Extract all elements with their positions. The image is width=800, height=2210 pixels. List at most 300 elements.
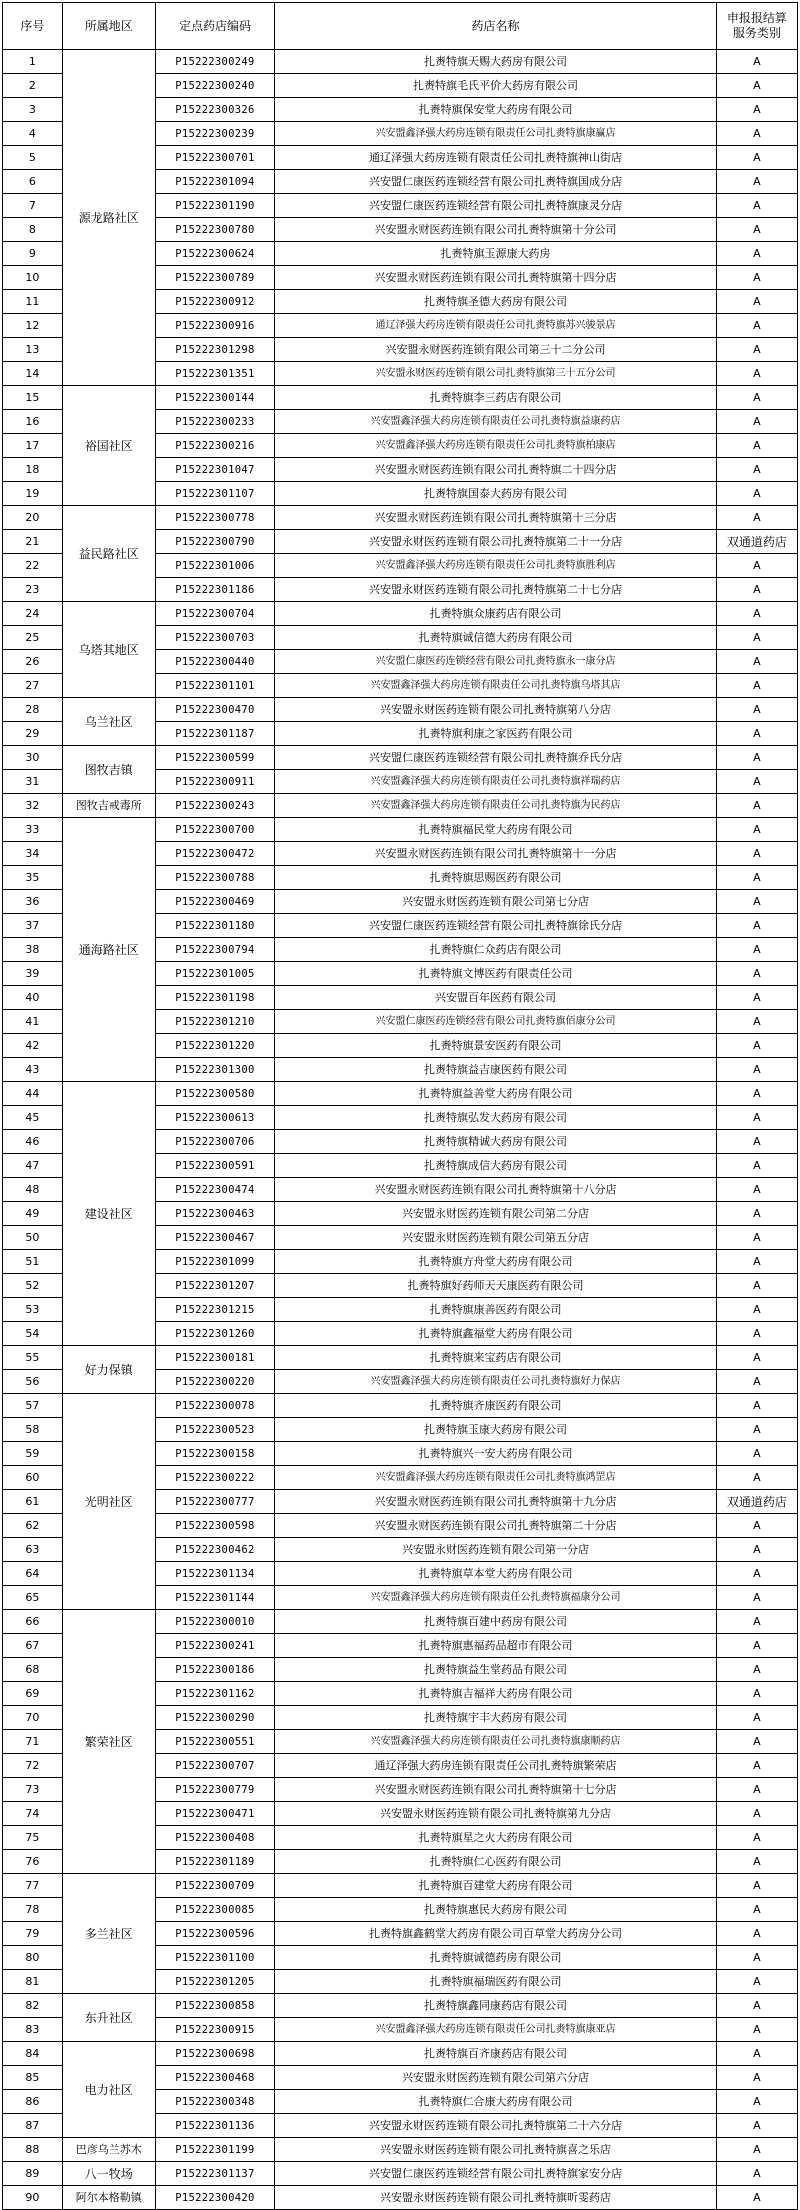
- row-seq: 3: [3, 98, 63, 122]
- row-seq: 72: [3, 1754, 63, 1778]
- row-seq: 13: [3, 338, 63, 362]
- row-seq: 40: [3, 986, 63, 1010]
- row-seq: 85: [3, 2066, 63, 2090]
- row-seq: 20: [3, 506, 63, 530]
- row-code: P15222300523: [155, 1418, 274, 1442]
- row-code: P15222300598: [155, 1514, 274, 1538]
- row-code: P15222300222: [155, 1466, 274, 1490]
- header-seq: 序号: [3, 3, 63, 50]
- row-code: P15222300462: [155, 1538, 274, 1562]
- row-category: A: [716, 650, 797, 674]
- row-seq: 79: [3, 1922, 63, 1946]
- row-code: P15222300912: [155, 290, 274, 314]
- row-code: P15222301187: [155, 722, 274, 746]
- row-seq: 60: [3, 1466, 63, 1490]
- row-category: A: [716, 722, 797, 746]
- row-pharmacy-name: 扎赉特旗惠福药品超市有限公司: [275, 1634, 717, 1658]
- row-seq: 37: [3, 914, 63, 938]
- row-seq: 10: [3, 266, 63, 290]
- row-code: P15222300348: [155, 2090, 274, 2114]
- row-seq: 59: [3, 1442, 63, 1466]
- row-seq: 4: [3, 122, 63, 146]
- row-pharmacy-name: 扎赉特旗方舟堂大药房有限公司: [275, 1250, 717, 1274]
- row-category: A: [716, 1106, 797, 1130]
- table-body: [3, 50, 798, 2210]
- row-category: A: [716, 626, 797, 650]
- district-cell: 图牧吉镇: [62, 746, 155, 794]
- row-seq: 68: [3, 1658, 63, 1682]
- row-code: P15222301136: [155, 2114, 274, 2138]
- table-header-row: [3, 3, 798, 50]
- row-category: A: [716, 1442, 797, 1466]
- row-code: P15222300911: [155, 770, 274, 794]
- row-pharmacy-name: 兴安盟百年医药有限公司: [275, 986, 717, 1010]
- row-code: P15222300469: [155, 890, 274, 914]
- row-code: P15222301189: [155, 1850, 274, 1874]
- row-category: A: [716, 266, 797, 290]
- row-code: P15222300915: [155, 2018, 274, 2042]
- row-category: A: [716, 1634, 797, 1658]
- district-cell: 乌兰社区: [62, 698, 155, 746]
- row-pharmacy-name: 兴安盟永财医药连锁有限公司扎赉特旗第二十分店: [275, 1514, 717, 1538]
- row-category: A: [716, 1970, 797, 1994]
- row-category: A: [716, 1754, 797, 1778]
- row-seq: 50: [3, 1226, 63, 1250]
- row-pharmacy-name: 兴安盟鑫泽强大药房连锁有限责任公司扎赉特旗康亚店: [275, 2018, 717, 2042]
- row-code: P15222300703: [155, 626, 274, 650]
- row-code: P15222300216: [155, 434, 274, 458]
- row-seq: 67: [3, 1634, 63, 1658]
- row-category: A: [716, 554, 797, 578]
- row-category: A: [716, 218, 797, 242]
- row-code: P15222300241: [155, 1634, 274, 1658]
- row-code: P15222301210: [155, 1010, 274, 1034]
- row-pharmacy-name: 扎赉特旗成信大药房有限公司: [275, 1154, 717, 1178]
- row-category: A: [716, 1898, 797, 1922]
- row-category: A: [716, 1874, 797, 1898]
- row-code: P15222300290: [155, 1706, 274, 1730]
- row-pharmacy-name: 扎赉特旗草本堂大药房有限公司: [275, 1562, 717, 1586]
- row-seq: 30: [3, 746, 63, 770]
- table-row: [3, 794, 798, 818]
- row-category: A: [716, 1658, 797, 1682]
- row-pharmacy-name: 扎赉特旗诚德药房有限公司: [275, 1946, 717, 1970]
- row-pharmacy-name: 兴安盟鑫泽强大药房连锁有限责任公扎赉特旗福康分公司: [275, 1586, 717, 1610]
- row-code: P15222300463: [155, 1202, 274, 1226]
- table-row: [3, 746, 798, 770]
- row-category: A: [716, 1730, 797, 1754]
- row-code: P15222300220: [155, 1370, 274, 1394]
- row-seq: 43: [3, 1058, 63, 1082]
- row-pharmacy-name: 扎赉特旗仁心医药有限公司: [275, 1850, 717, 1874]
- row-code: P15222301180: [155, 914, 274, 938]
- row-code: P15222300704: [155, 602, 274, 626]
- row-pharmacy-name: 扎赉特旗玉康大药房有限公司: [275, 1418, 717, 1442]
- row-code: P15222300778: [155, 506, 274, 530]
- row-code: P15222301207: [155, 1274, 274, 1298]
- row-category: A: [716, 842, 797, 866]
- row-pharmacy-name: 兴安盟永财医药连锁有限公司扎赉特旗第二十七分店: [275, 578, 717, 602]
- row-category: A: [716, 674, 797, 698]
- row-category: A: [716, 962, 797, 986]
- row-seq: 52: [3, 1274, 63, 1298]
- row-pharmacy-name: 扎赉特旗仁众药店有限公司: [275, 938, 717, 962]
- district-cell: 光明社区: [62, 1394, 155, 1610]
- table-row: [3, 1346, 798, 1370]
- row-seq: 86: [3, 2090, 63, 2114]
- row-category: A: [716, 2018, 797, 2042]
- row-category: A: [716, 746, 797, 770]
- table-row: [3, 2042, 798, 2066]
- row-code: P15222301220: [155, 1034, 274, 1058]
- row-code: P15222301099: [155, 1250, 274, 1274]
- row-pharmacy-name: 兴安盟永财医药连锁有限公司第三十二分公司: [275, 338, 717, 362]
- district-cell: 裕国社区: [62, 386, 155, 506]
- row-code: P15222301162: [155, 1682, 274, 1706]
- row-category: A: [716, 50, 797, 74]
- row-category: A: [716, 1274, 797, 1298]
- table-row: [3, 1394, 798, 1418]
- row-pharmacy-name: 扎赉特旗鑫鹤堂大药房有限公司百草堂大药房分公司: [275, 1922, 717, 1946]
- row-category: A: [716, 410, 797, 434]
- row-pharmacy-name: 兴安盟鑫泽强大药房连锁有限责任公司扎赉特旗乌塔其店: [275, 674, 717, 698]
- row-code: P15222300186: [155, 1658, 274, 1682]
- row-category: A: [716, 194, 797, 218]
- row-category: A: [716, 1466, 797, 1490]
- row-category: A: [716, 578, 797, 602]
- row-category: A: [716, 1250, 797, 1274]
- row-category: A: [716, 170, 797, 194]
- row-category: A: [716, 1058, 797, 1082]
- row-pharmacy-name: 兴安盟永财医药连锁有限公司扎赉特旗第二十一分店: [275, 530, 717, 554]
- row-seq: 11: [3, 290, 63, 314]
- row-code: P15222300779: [155, 1778, 274, 1802]
- row-code: P15222300707: [155, 1754, 274, 1778]
- row-pharmacy-name: 扎赉特旗弘发大药房有限公司: [275, 1106, 717, 1130]
- row-pharmacy-name: 扎赉特旗星之火大药房有限公司: [275, 1826, 717, 1850]
- row-category: A: [716, 1226, 797, 1250]
- row-seq: 83: [3, 2018, 63, 2042]
- row-seq: 65: [3, 1586, 63, 1610]
- row-seq: 41: [3, 1010, 63, 1034]
- row-seq: 12: [3, 314, 63, 338]
- row-category: A: [716, 2186, 797, 2210]
- row-seq: 33: [3, 818, 63, 842]
- row-code: P15222300613: [155, 1106, 274, 1130]
- row-code: P15222300181: [155, 1346, 274, 1370]
- row-category: A: [716, 338, 797, 362]
- row-pharmacy-name: 扎赉特旗康善医药有限公司: [275, 1298, 717, 1322]
- row-category: A: [716, 602, 797, 626]
- row-seq: 63: [3, 1538, 63, 1562]
- row-category: A: [716, 770, 797, 794]
- row-code: P15222300591: [155, 1154, 274, 1178]
- row-seq: 16: [3, 410, 63, 434]
- row-category: A: [716, 1394, 797, 1418]
- row-pharmacy-name: 扎赉特旗诚信德大药房有限公司: [275, 626, 717, 650]
- row-pharmacy-name: 扎赉特旗福瑞医药有限公司: [275, 1970, 717, 1994]
- row-code: P15222300780: [155, 218, 274, 242]
- row-code: P15222300440: [155, 650, 274, 674]
- table-row: [3, 602, 798, 626]
- row-seq: 47: [3, 1154, 63, 1178]
- row-category: A: [716, 1298, 797, 1322]
- table-row: [3, 386, 798, 410]
- row-seq: 53: [3, 1298, 63, 1322]
- row-category: 双通道药店: [716, 530, 797, 554]
- row-pharmacy-name: 兴安盟仁康医药连锁经营有限公司扎赉特旗家安分店: [275, 2162, 717, 2186]
- row-code: P15222300239: [155, 122, 274, 146]
- row-seq: 80: [3, 1946, 63, 1970]
- row-seq: 23: [3, 578, 63, 602]
- row-seq: 69: [3, 1682, 63, 1706]
- row-seq: 76: [3, 1850, 63, 1874]
- row-category: A: [716, 98, 797, 122]
- row-pharmacy-name: 扎赉特旗李三药店有限公司: [275, 386, 717, 410]
- row-code: P15222300551: [155, 1730, 274, 1754]
- row-category: A: [716, 938, 797, 962]
- row-category: A: [716, 2066, 797, 2090]
- row-pharmacy-name: 兴安盟仁康医药连锁经营有限公司扎赉特旗国成分店: [275, 170, 717, 194]
- row-seq: 57: [3, 1394, 63, 1418]
- row-seq: 18: [3, 458, 63, 482]
- row-seq: 6: [3, 170, 63, 194]
- row-pharmacy-name: 兴安盟永财医药连锁有限公司扎赉特旗第十八分店: [275, 1178, 717, 1202]
- row-pharmacy-name: 兴安盟鑫泽强大药房连锁有限责任公司扎赉特旗康顺药店: [275, 1730, 717, 1754]
- district-cell: 东升社区: [62, 1994, 155, 2042]
- row-seq: 45: [3, 1106, 63, 1130]
- row-pharmacy-name: 兴安盟永财医药连锁有限公司扎赉特旗第十四分店: [275, 266, 717, 290]
- row-pharmacy-name: 扎赉特旗鑫同康药店有限公司: [275, 1994, 717, 2018]
- row-pharmacy-name: 扎赉特旗文博医药有限责任公司: [275, 962, 717, 986]
- row-seq: 55: [3, 1346, 63, 1370]
- row-pharmacy-name: 兴安盟永财医药连锁有限公司扎赉特旗二十四分店: [275, 458, 717, 482]
- header-category-line1: 申报报结算: [726, 11, 787, 25]
- district-cell: 八一牧场: [62, 2162, 155, 2186]
- row-code: P15222300794: [155, 938, 274, 962]
- row-category: A: [716, 794, 797, 818]
- table-row: [3, 2138, 798, 2162]
- row-seq: 28: [3, 698, 63, 722]
- row-category: 双通道药店: [716, 1490, 797, 1514]
- row-category: A: [716, 434, 797, 458]
- row-pharmacy-name: 兴安盟永财医药连锁有限公司第一分店: [275, 1538, 717, 1562]
- row-pharmacy-name: 扎赉特旗益善堂大药房有限公司: [275, 1082, 717, 1106]
- row-code: P15222301351: [155, 362, 274, 386]
- row-pharmacy-name: 兴安盟仁康医药连锁经营有限公司扎赉特旗康灵分店: [275, 194, 717, 218]
- row-pharmacy-name: 兴安盟鑫泽强大药房连锁有限责任公司扎赉特旗康赢店: [275, 122, 717, 146]
- row-seq: 64: [3, 1562, 63, 1586]
- row-category: A: [716, 1538, 797, 1562]
- row-pharmacy-name: 兴安盟鑫泽强大药房连锁有限责任公司扎赉特旗鸿罡店: [275, 1466, 717, 1490]
- row-seq: 84: [3, 2042, 63, 2066]
- pharmacy-table: [2, 2, 798, 2210]
- district-cell: 巴彦乌兰苏木: [62, 2138, 155, 2162]
- row-code: P15222300144: [155, 386, 274, 410]
- row-pharmacy-name: 兴安盟鑫泽强大药房连锁有限责任公司扎赉特旗胜利店: [275, 554, 717, 578]
- row-code: P15222300470: [155, 698, 274, 722]
- district-cell: 阿尔本格勒镇: [62, 2186, 155, 2210]
- row-pharmacy-name: 扎赉特旗利康之家医药有限公司: [275, 722, 717, 746]
- row-category: A: [716, 1586, 797, 1610]
- row-seq: 9: [3, 242, 63, 266]
- row-seq: 70: [3, 1706, 63, 1730]
- row-code: P15222300700: [155, 818, 274, 842]
- row-code: P15222300701: [155, 146, 274, 170]
- row-category: A: [716, 1706, 797, 1730]
- row-category: A: [716, 1922, 797, 1946]
- row-category: A: [716, 1610, 797, 1634]
- row-code: P15222300599: [155, 746, 274, 770]
- row-category: A: [716, 1802, 797, 1826]
- row-pharmacy-name: 扎赉特旗好药师天天康医药有限公司: [275, 1274, 717, 1298]
- district-cell: 电力社区: [62, 2042, 155, 2138]
- row-seq: 75: [3, 1826, 63, 1850]
- header-category-line2: 服务类别: [732, 26, 781, 40]
- table-row: [3, 1610, 798, 1634]
- row-code: P15222301100: [155, 1946, 274, 1970]
- row-pharmacy-name: 兴安盟永财医药连锁有限公司扎赉特旗第十一分店: [275, 842, 717, 866]
- row-code: P15222300777: [155, 1490, 274, 1514]
- row-pharmacy-name: 兴安盟永财医药连锁有限公司扎赉特旗第十三分店: [275, 506, 717, 530]
- row-code: P15222301205: [155, 1970, 274, 1994]
- row-seq: 22: [3, 554, 63, 578]
- row-code: P15222300408: [155, 1826, 274, 1850]
- row-seq: 77: [3, 1874, 63, 1898]
- row-category: A: [716, 1130, 797, 1154]
- row-pharmacy-name: 兴安盟永财医药连锁有限公司第二分店: [275, 1202, 717, 1226]
- row-pharmacy-name: 兴安盟永财医药连锁有限公司扎赉特旗第十九分店: [275, 1490, 717, 1514]
- row-code: P15222300240: [155, 74, 274, 98]
- row-category: A: [716, 2090, 797, 2114]
- row-category: A: [716, 1682, 797, 1706]
- row-code: P15222301094: [155, 170, 274, 194]
- row-code: P15222300085: [155, 1898, 274, 1922]
- row-pharmacy-name: 通辽泽强大药房连锁有限责任公司扎赉特旗繁荣店: [275, 1754, 717, 1778]
- row-seq: 49: [3, 1202, 63, 1226]
- row-code: P15222300788: [155, 866, 274, 890]
- row-pharmacy-name: 扎赉特旗景安医药有限公司: [275, 1034, 717, 1058]
- row-code: P15222301137: [155, 2162, 274, 2186]
- row-category: A: [716, 74, 797, 98]
- row-seq: 38: [3, 938, 63, 962]
- row-pharmacy-name: 扎赉特旗玉源康大药房: [275, 242, 717, 266]
- row-category: A: [716, 1010, 797, 1034]
- row-category: A: [716, 818, 797, 842]
- row-pharmacy-name: 兴安盟永财医药连锁有限公司扎赉特旗第三十五分公司: [275, 362, 717, 386]
- row-code: P15222301005: [155, 962, 274, 986]
- row-code: P15222301199: [155, 2138, 274, 2162]
- row-category: A: [716, 1322, 797, 1346]
- row-seq: 19: [3, 482, 63, 506]
- row-pharmacy-name: 兴安盟仁康医药连锁经营有限公司扎赉特旗佰康分公司: [275, 1010, 717, 1034]
- row-pharmacy-name: 扎赉特旗百建中药房有限公司: [275, 1610, 717, 1634]
- row-seq: 56: [3, 1370, 63, 1394]
- row-pharmacy-name: 扎赉特旗鑫福堂大药房有限公司: [275, 1322, 717, 1346]
- row-code: P15222300858: [155, 1994, 274, 2018]
- row-code: P15222300790: [155, 530, 274, 554]
- row-category: A: [716, 1826, 797, 1850]
- district-cell: 好力保镇: [62, 1346, 155, 1394]
- district-cell: 建设社区: [62, 1082, 155, 1346]
- row-category: A: [716, 314, 797, 338]
- row-seq: 17: [3, 434, 63, 458]
- row-pharmacy-name: 兴安盟鑫泽强大药房连锁有限责任公司扎赉特旗为民药店: [275, 794, 717, 818]
- row-code: P15222300158: [155, 1442, 274, 1466]
- row-seq: 78: [3, 1898, 63, 1922]
- row-category: A: [716, 2138, 797, 2162]
- row-seq: 21: [3, 530, 63, 554]
- row-pharmacy-name: 扎赉特旗惠民大药房有限公司: [275, 1898, 717, 1922]
- district-cell: 乌塔其地区: [62, 602, 155, 698]
- row-pharmacy-name: 通辽泽强大药房连锁有限责任公司扎赉特旗神山街店: [275, 146, 717, 170]
- row-pharmacy-name: 兴安盟永财医药连锁有限公司第六分店: [275, 2066, 717, 2090]
- district-cell: 图牧吉戒毒所: [62, 794, 155, 818]
- row-seq: 87: [3, 2114, 63, 2138]
- row-seq: 26: [3, 650, 63, 674]
- row-code: P15222301047: [155, 458, 274, 482]
- row-pharmacy-name: 扎赉特旗国泰大药房有限公司: [275, 482, 717, 506]
- row-pharmacy-name: 扎赉特旗保安堂大药房有限公司: [275, 98, 717, 122]
- row-pharmacy-name: 扎赉特旗精诚大药房有限公司: [275, 1130, 717, 1154]
- table-row: [3, 698, 798, 722]
- row-seq: 36: [3, 890, 63, 914]
- row-category: A: [716, 290, 797, 314]
- row-seq: 88: [3, 2138, 63, 2162]
- row-seq: 2: [3, 74, 63, 98]
- row-category: A: [716, 1082, 797, 1106]
- row-seq: 27: [3, 674, 63, 698]
- row-seq: 29: [3, 722, 63, 746]
- row-pharmacy-name: 扎赉特旗吉福祥大药房有限公司: [275, 1682, 717, 1706]
- row-code: P15222300709: [155, 1874, 274, 1898]
- row-code: P15222300467: [155, 1226, 274, 1250]
- row-seq: 82: [3, 1994, 63, 2018]
- row-category: A: [716, 890, 797, 914]
- row-category: A: [716, 1370, 797, 1394]
- row-pharmacy-name: 兴安盟鑫泽强大药房连锁有限责任公司扎赉特旗好力保店: [275, 1370, 717, 1394]
- row-seq: 5: [3, 146, 63, 170]
- row-pharmacy-name: 扎赉特旗齐康医药有限公司: [275, 1394, 717, 1418]
- row-pharmacy-name: 兴安盟永财医药连锁有限公司扎赉特旗第十七分店: [275, 1778, 717, 1802]
- row-pharmacy-name: 扎赉特旗天赐大药房有限公司: [275, 50, 717, 74]
- row-code: P15222300472: [155, 842, 274, 866]
- row-category: A: [716, 2042, 797, 2066]
- row-pharmacy-name: 通辽泽强大药房连锁有限责任公司扎赉特旗苏兴骏景店: [275, 314, 717, 338]
- row-pharmacy-name: 扎赉特旗思赐医药有限公司: [275, 866, 717, 890]
- row-category: A: [716, 698, 797, 722]
- district-cell: 多兰社区: [62, 1874, 155, 1994]
- table-row: [3, 50, 798, 74]
- row-pharmacy-name: 扎赉特旗兴一安大药房有限公司: [275, 1442, 717, 1466]
- row-category: A: [716, 242, 797, 266]
- row-pharmacy-name: 扎赉特旗百齐康药店有限公司: [275, 2042, 717, 2066]
- row-code: P15222300233: [155, 410, 274, 434]
- row-code: P15222301260: [155, 1322, 274, 1346]
- row-code: P15222300580: [155, 1082, 274, 1106]
- row-pharmacy-name: 扎赉特旗益生堂药品有限公司: [275, 1658, 717, 1682]
- row-pharmacy-name: 兴安盟仁康医药连锁经营有限公司扎赉特旗永一康分店: [275, 650, 717, 674]
- row-category: A: [716, 1946, 797, 1970]
- header-district: 所属地区: [62, 3, 155, 50]
- district-cell: 源龙路社区: [62, 50, 155, 386]
- row-pharmacy-name: 扎赉特旗仁合康大药房有限公司: [275, 2090, 717, 2114]
- row-pharmacy-name: 兴安盟永财医药连锁有限公司扎赉特旗昕雯药店: [275, 2186, 717, 2210]
- row-category: A: [716, 1346, 797, 1370]
- header-category: [716, 3, 797, 50]
- row-code: P15222300474: [155, 1178, 274, 1202]
- row-category: A: [716, 1514, 797, 1538]
